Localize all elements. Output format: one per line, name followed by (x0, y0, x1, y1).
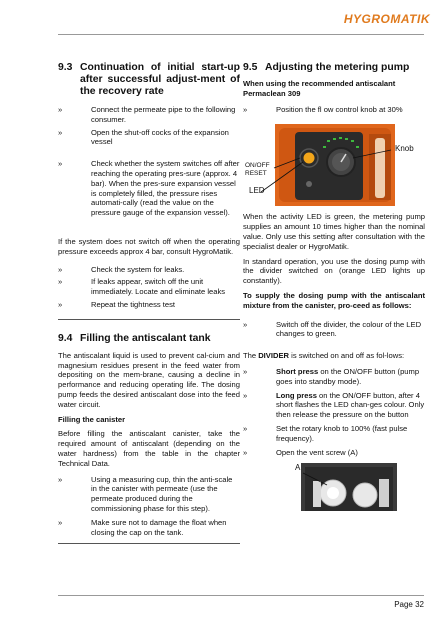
list-item: » Make sure not to damage the float when closing the cap on the tank. (58, 517, 227, 537)
section-9-5-heading (243, 62, 425, 74)
list-item: » Connect the permeate pipe to the following consumer. (58, 105, 236, 124)
vent-label-a: A (295, 463, 301, 473)
page-number: Page 32 (394, 600, 424, 609)
list-item: » Using a measuring cup, thin the anti-scale in the canister with permeate (use the permeate produced during the commissioning phase for this step). (58, 474, 233, 513)
paragraph: In standard operation, you use the dosing pump with the divider switched on (orange LED lights up constantly). (243, 256, 425, 286)
list-item: » Open the shut-off cocks of the expansion vessel (58, 127, 229, 147)
list-item: » Short press on the ON/OFF button (pump goes into standby mode). (243, 366, 420, 386)
paragraph: The DIVIDER is switched on and off as fol-lows: (243, 351, 405, 361)
bold-paragraph: To supply the dosing pump with the antiscalant mixture from the canister, pro-ceed as follows: (243, 290, 425, 310)
vent-screw-illustration (243, 463, 425, 511)
footer-rule (58, 595, 424, 596)
section-number: 9.5 (243, 62, 258, 73)
pump-illustration (243, 124, 425, 206)
knob-label: Knob (395, 144, 414, 154)
led-label: LED (249, 186, 265, 196)
list-item: » Check whether the system switches off after reaching the operating pres-sure (approx. 4 bar). When the pres-sure expansion vessel is completely filled, the pressure rises automati-cally (read the value on the pressure gauge of the expansion vessel). (58, 159, 240, 218)
paragraph: When the activity LED is green, the metering pump supplies an amount 10 times higher than the nominal value. Only use this setting after consultation with the specialist dealer or HygroMatik. (243, 212, 425, 251)
list-item: » Repeat the tightness test (58, 299, 176, 309)
section-number: 9.3 (58, 62, 73, 73)
paragraph: Before filling the antiscalant canister, take the required amount of antiscalant (depending on the water hardness) from the table in the chapter Technical Data. (58, 429, 240, 468)
paragraph: The antiscalant liquid is used to prevent cal-cium and magnesium residues present in the feed water from depositing on the mem-brane, causing a decline in performance and reducing operating life. The dosing pump feeds the desired antiscalant dose into the feed water circuit. (58, 350, 240, 409)
list-item: » Open the vent screw (A) (243, 447, 358, 457)
list-item: » Set the rotary knob to 100% (fast pulse frequency). (243, 423, 408, 443)
hygromatik-logo: HYGROMATIK (343, 12, 430, 26)
list-item: » Position the fl ow control knob at 30% (243, 104, 403, 114)
list-item: » Long press on the ON/OFF button, after 4 short flashes the LED chan-ges colour. Only then release the pressure on the button (243, 390, 425, 420)
section-number: 9.4 (58, 332, 73, 344)
metering-pump-photo (243, 124, 425, 206)
section-divider (58, 543, 240, 544)
section-title: Filling the antiscalant tank (80, 332, 211, 344)
left-column (58, 62, 240, 544)
section-title: Continuation of initial start-up after successful adjust-ment of the recovery rate (80, 62, 240, 97)
onoff-label: ON/OFF RESET (245, 162, 270, 177)
section-title: Adjusting the metering pump (265, 62, 410, 73)
list-item: » Switch off the divider, the colour of the LED changes to green. (243, 319, 422, 339)
section-9-4-heading (58, 333, 240, 345)
list-item: » Check the system for leaks. (58, 264, 185, 274)
section-9-3-heading (58, 62, 240, 98)
vent-screw-photo (243, 463, 425, 511)
subheading: When using the recommended antiscalant Permaclean 309 (243, 79, 396, 98)
list-item: » If leaks appear, switch off the unit immediately. Locate and eliminate leaks (58, 277, 226, 297)
subheading: Filling the canister (58, 414, 126, 424)
header-rule (58, 34, 424, 35)
paragraph: If the system does not switch off when the operating pressure exceeds approx 4 bar, consult HygroMatik. (58, 236, 240, 256)
right-column (243, 62, 425, 511)
